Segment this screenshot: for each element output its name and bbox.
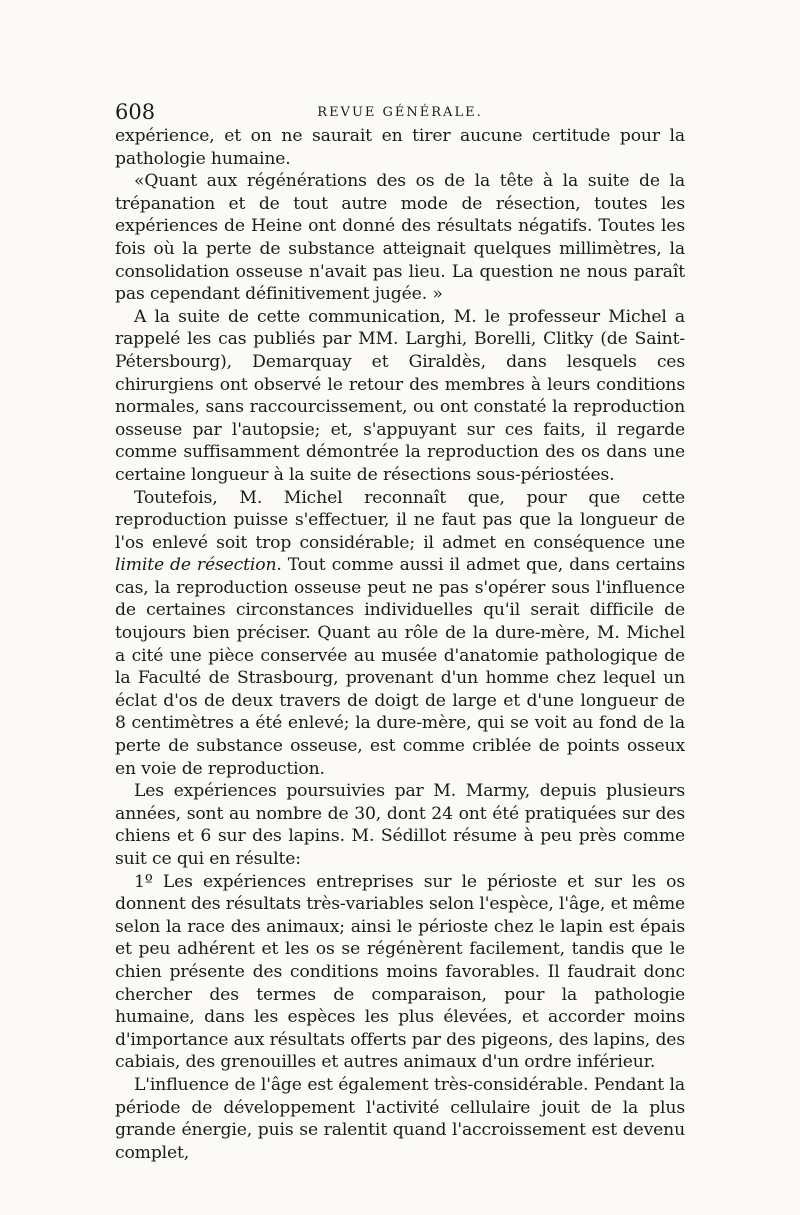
paragraph-text: Tout comme aussi il admet que, dans certains cas, la reproduction osseuse peut ne pas s'opérer sous l'influence de certaines circonstances individuelles qu'il serait difficile de toujours bien préciser. Quant au rôle de la dure-mère, M. Michel a cité une pièce conservée au musée d'anatomie pathologique de la Faculté de Strasbourg, provenant d'un homme chez lequel un éclat d'os de deux travers de doigt de large et d'une longueur de 8 centimètres a été enlevé; la dure-mère, qui se voit au fond de la perte de substance osseuse, est comme criblée de points osseux en voie de reproduction. <box>115 555 685 779</box>
body-text <box>115 125 685 1164</box>
paragraph-michel-cases: A la suite de cette communication, M. le professeur Michel a rappelé les cas publiés par MM. Larghi, Borelli, Clitky (de Saint-Pétersbourg), Demarquay et Giraldès, dans lesquels ces chirurgiens ont observé le retour des membres à leurs conditions normales, sans raccourcissement, ou ont constaté la reproduction osseuse par l'autopsie; et, s'appuyant sur ces faits, il regarde comme suffisamment démontrée la reproduction des os dans une certaine longueur à la suite de résections sous-périostées. <box>115 306 685 485</box>
paragraph-continuation: expérience, et on ne saurait en tirer aucune certitude pour la pathologie humaine. <box>115 126 685 169</box>
paragraph-heine-quote: «Quant aux régénérations des os de la tête à la suite de la trépanation et de tout autre mode de résection, toutes les expériences de Heine ont donné des résultats négatifs. Toutes les fois où la perte de substance atteignait quelques millimètres, la consolidation osseuse n'avait pas lieu. La question ne nous paraît pas cependant définitivement jugée. » <box>115 171 685 305</box>
paragraph-michel-limits <box>115 487 685 781</box>
running-title: REVUE GÉNÉRALE. <box>317 105 483 120</box>
running-head <box>115 98 685 128</box>
page-number: 608 <box>115 100 156 124</box>
paragraph-point-one: 1º Les expériences entreprises sur le périoste et sur les os donnent des résultats très-variables selon l'espèce, l'âge, et même selon la race des animaux; ainsi le périoste chez le lapin est épais et peu adhérent et les os se régénèrent facilement, tandis que le chien présente des conditions moins favorables. Il faudrait donc chercher des termes de comparaison, pour la pathologie humaine, dans les espèces les plus élevées, et accorder moins d'importance aux résultats offerts par des pigeons, des lapins, des cabiais, des grenouilles et autres animaux d'un ordre inférieur. <box>115 871 685 1073</box>
italic-emphasis: limite de résection. <box>115 555 282 576</box>
paragraph-age-influence: L'influence de l'âge est également très-considérable. Pendant la période de développement l'activité cellulaire jouit de la plus grande énergie, puis se ralentit quand l'accroissement est devenu complet, <box>115 1074 685 1163</box>
paragraph-marmy-experiments: Les expériences poursuivies par M. Marmy, depuis plusieurs années, sont au nombre de 30, dont 24 ont été pratiquées sur des chiens et 6 sur des lapins. M. Sédillot résume à peu près comme suit ce qui en résulte: <box>115 781 685 869</box>
paragraph-text: Toutefois, M. Michel reconnaît que, pour que cette reproduction puisse s'effectuer, il ne faut pas que la longueur de l'os enlevé soit trop considérable; il admet en conséquence une <box>115 487 685 553</box>
